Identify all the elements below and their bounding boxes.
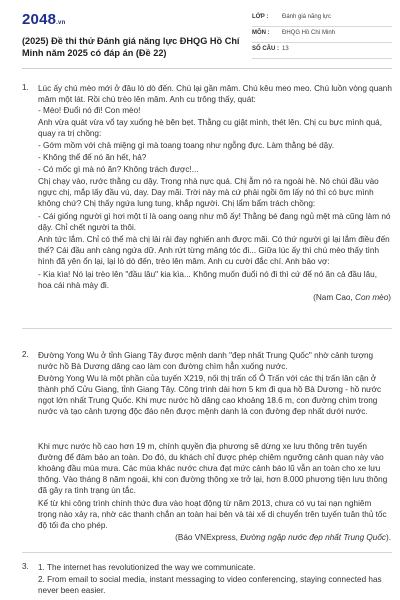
q1-paragraph: - Mèo! Đuổi nó đi! Con mèo! bbox=[38, 106, 141, 115]
source-author: (Nam Cao, bbox=[313, 293, 356, 302]
question-number: 3. bbox=[22, 562, 29, 571]
q3-paragraph: 2. From email to social media, instant messaging to video conferencing, staying connected has never been easier. bbox=[38, 575, 382, 595]
question-number: 1. bbox=[22, 83, 29, 92]
q2-paragraph: Đường Yong Wu ở tỉnh Giang Tây được mệnh danh "đẹp nhất Trung Quốc" nhờ cảnh tượng nước hồ Bà Dương dâng cao làm con đường chìm hẳn xuống nước. bbox=[38, 351, 374, 371]
source-work: Đường ngập nước đẹp nhất Trung Quốc bbox=[240, 533, 386, 542]
source-author: (Báo VNExpress, bbox=[175, 533, 241, 542]
document-meta bbox=[252, 11, 392, 59]
q1-paragraph: Chị chạy vào, rước thằng cu dậy. Trong nhà nực quá. Chị ẵm nó ra ngoài hè. Nó chúi đầu vào ngực chị, mắp lấy đầu vú, day. Day mãi. Trời này mà cứ phải ngồi ôm lấy nó thì có bực mình không chứ? Chị thấy ngứa lung tung, khắp người. Chị lẩm bẩm trách chồng: bbox=[38, 177, 379, 208]
meta-row-subject bbox=[252, 27, 392, 43]
meta-row-class bbox=[252, 11, 392, 27]
q1-paragraph: - Kia kìa! Nó lại trèo lên "đầu lâu" kia kìa... Không muốn đuổi nó đi thì cứ để nó ăn cả đầu lâu, hoa cái nhà mày đi. bbox=[38, 270, 378, 290]
q2-paragraph: Kể từ khi công trình chính thức đưa vào hoạt động từ năm 2013, chưa có vụ tai nạn nghiêm trọng nào xảy ra, nhờ các thanh chắn an toàn hai bên và tài xế di chuyển trên tuyến tuân thủ tốc độ tối đa cho phép. bbox=[38, 499, 387, 530]
source-end: ). bbox=[385, 533, 391, 542]
q1-paragraph: Anh vừa quát vừa vổ tay xuống hè bên bẹt. Thằng cu giật mình, thét lên. Chị cu bực mình quá, quay ra trị chồng: bbox=[38, 118, 383, 138]
page-header bbox=[0, 0, 400, 68]
q1-paragraph: - Cái giống người gì hơi một tí là oang oang như mõ ấy! Thằng bé đang ngủ mệt mà cũng làm nó dậy. Chỉ chết người ta thôi. bbox=[38, 212, 391, 232]
meta-label: MÔN : bbox=[252, 30, 270, 36]
site-logo[interactable] bbox=[22, 11, 65, 28]
q3-paragraph: 1. The internet has revolutionized the way we communicate. bbox=[38, 563, 256, 572]
q2-source bbox=[175, 533, 391, 542]
meta-label: SỐ CÂU : bbox=[252, 46, 279, 52]
source-work: Con mèo bbox=[355, 293, 389, 302]
logo-main: 2048 bbox=[22, 11, 57, 28]
q1-paragraph: Lúc ấy chú mèo mới ở đâu lò dò đến. Chú lại gần mâm. Chú kêu meo meo. Chú luồn vòng quanh mâm một lát. Rồi chú trèo lên mâm. Anh cu trông thấy, quát: bbox=[38, 84, 392, 104]
meta-value: 13 bbox=[282, 46, 289, 52]
logo-suffix: .vn bbox=[56, 20, 66, 26]
meta-value: Đánh giá năng lực bbox=[282, 14, 332, 20]
meta-value: ĐHQG Hồ Chí Minh bbox=[282, 30, 336, 36]
q1-paragraph: - Có mốc gì mà nó ăn? Không trách được!... bbox=[38, 165, 199, 174]
q1-paragraph: - Không thể để nó ăn hết, hả? bbox=[38, 153, 147, 162]
meta-row-question-count bbox=[252, 43, 392, 59]
header-divider bbox=[22, 68, 392, 69]
question-divider bbox=[22, 552, 392, 553]
q1-paragraph: - Gớm mồm với chả miệng gì mà toang toang như ngỗng đực. Làm thằng bé dậy. bbox=[38, 141, 334, 150]
question-divider bbox=[22, 328, 392, 329]
source-end: ) bbox=[388, 293, 391, 302]
document-title: (2025) Đề thi thử Đánh giá năng lực ĐHQG Hồ Chí Minh năm 2025 có đáp án (Đề 22) bbox=[22, 36, 240, 58]
q2-paragraph: Đường Yong Wu là một phần của tuyến X219, nối thị trấn cổ Ô Trấn với các thị trấn lân cận ở thành phố Cửu Giang, tỉnh Giang Tây. Công trình dài hơn 5 km đi qua hồ Bà Dương - hồ nước ngọt lớn nhất Trung Quốc. Khi mực nước hồ dâng cao khoảng 18.6 m, con đường chìm trong nước và tạo cảnh tượng độc đáo nên được mệnh danh là con đường đẹp nhất dưới nước. bbox=[38, 374, 382, 416]
q1-paragraph: Anh tức lắm. Chỉ có thể mà chị lải rải đay nghiến anh được mãi. Có thứ người gì lại lắm điều đến thế? Cái đầu anh càng ngứa dữ. Anh rứt từng mảng tóc đi... Giữa lúc ấy thì chú mèo thấy tình hình đã yên ổn lại, lại lò dò đến, trèo lên mâm. Anh cu cười đắc chí. Anh bảo vợ: bbox=[38, 235, 390, 266]
question-number: 2. bbox=[22, 350, 29, 359]
q1-source bbox=[313, 293, 391, 302]
q2-paragraph: Khi mực nước hồ cao hơn 19 m, chính quyền địa phương sẽ dừng xe lưu thông trên tuyến đường để đảm bảo an toàn. Do đó, du khách chỉ được phép chiêm ngưỡng cảnh quan này vào khoảng đầu mùa mưa. Các mùa khác nước chưa đạt mức cảnh báo lũ vẫn an toàn cho xe lưu thông. Vào tháng 8 năm ngoái, khi con đường thông xe trở lại, hơn 8.000 phương tiện lưu thông đã gây ra tình trạng ùn tắc. bbox=[38, 442, 388, 495]
meta-label: LỚP : bbox=[252, 14, 269, 20]
